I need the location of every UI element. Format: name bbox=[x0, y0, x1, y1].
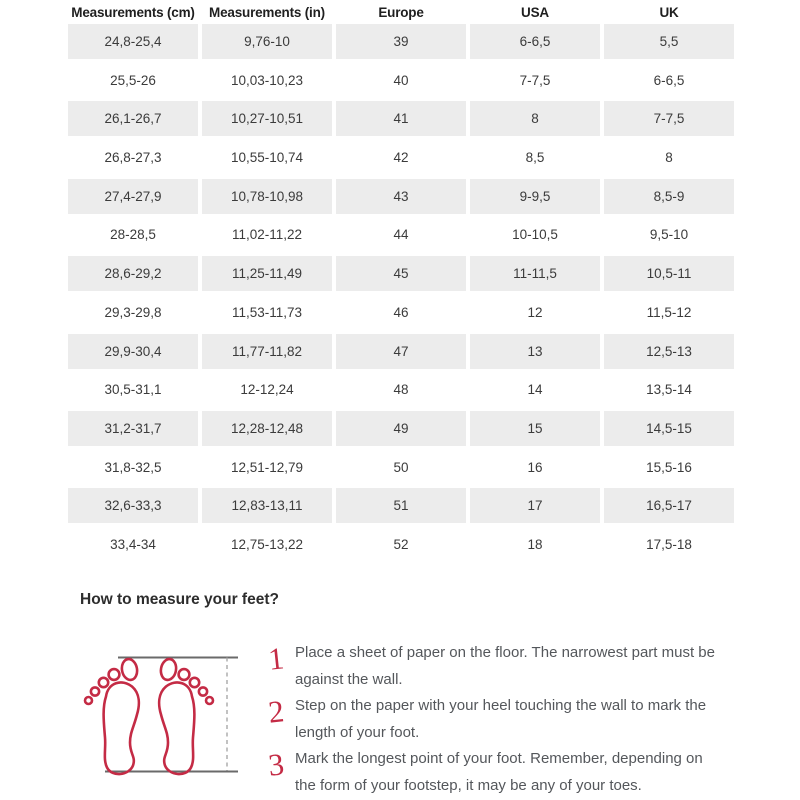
cell-usa: 11-11,5 bbox=[470, 256, 600, 291]
cell-measurements-cm: 32,6-33,3 bbox=[68, 488, 198, 523]
step-number: 1 bbox=[266, 640, 286, 677]
cell-uk: 11,5-12 bbox=[604, 295, 734, 330]
right-footprint bbox=[159, 658, 213, 774]
cell-europe: 50 bbox=[336, 450, 466, 485]
table-row bbox=[64, 334, 738, 369]
cell-measurements-in: 11,02-11,22 bbox=[202, 217, 332, 252]
cell-europe: 44 bbox=[336, 217, 466, 252]
cell-measurements-cm: 28-28,5 bbox=[68, 217, 198, 252]
left-footprint bbox=[85, 658, 139, 774]
cell-uk: 6-6,5 bbox=[604, 63, 734, 98]
table-row bbox=[64, 217, 738, 252]
size-conversion-table bbox=[64, 0, 738, 566]
cell-measurements-in: 10,03-10,23 bbox=[202, 63, 332, 98]
cell-europe: 48 bbox=[336, 372, 466, 407]
cell-measurements-in: 12,75-13,22 bbox=[202, 527, 332, 562]
cell-measurements-cm: 26,1-26,7 bbox=[68, 101, 198, 136]
cell-measurements-cm: 28,6-29,2 bbox=[68, 256, 198, 291]
header-usa: USA bbox=[521, 4, 549, 20]
cell-measurements-cm: 26,8-27,3 bbox=[68, 140, 198, 175]
cell-measurements-cm: 24,8-25,4 bbox=[68, 24, 198, 59]
table-row bbox=[64, 450, 738, 485]
table-row bbox=[64, 140, 738, 175]
step-text: Step on the paper with your heel touching the wall to mark the length of your foot. bbox=[295, 697, 707, 741]
measure-section-title: How to measure your feet? bbox=[80, 591, 279, 608]
cell-uk: 13,5-14 bbox=[604, 372, 734, 407]
table-row bbox=[64, 101, 738, 136]
cell-usa: 16 bbox=[470, 450, 600, 485]
cell-europe: 39 bbox=[336, 24, 466, 59]
cell-measurements-cm: 31,2-31,7 bbox=[68, 411, 198, 446]
header-uk: UK bbox=[659, 4, 679, 20]
table-header-row bbox=[64, 0, 738, 24]
step-number: 2 bbox=[266, 693, 286, 730]
cell-measurements-in: 11,25-11,49 bbox=[202, 256, 332, 291]
table-row bbox=[64, 527, 738, 562]
cell-measurements-cm: 31,8-32,5 bbox=[68, 450, 198, 485]
table-row bbox=[64, 256, 738, 291]
cell-usa: 7-7,5 bbox=[470, 63, 600, 98]
cell-usa: 10-10,5 bbox=[470, 217, 600, 252]
measure-step bbox=[258, 693, 740, 746]
cell-measurements-in: 12,51-12,79 bbox=[202, 450, 332, 485]
cell-usa: 9-9,5 bbox=[470, 179, 600, 214]
cell-measurements-in: 11,77-11,82 bbox=[202, 334, 332, 369]
cell-uk: 17,5-18 bbox=[604, 527, 734, 562]
cell-measurements-cm: 33,4-34 bbox=[68, 527, 198, 562]
cell-uk: 8,5-9 bbox=[604, 179, 734, 214]
cell-measurements-cm: 25,5-26 bbox=[68, 63, 198, 98]
cell-uk: 5,5 bbox=[604, 24, 734, 59]
step-text: Mark the longest point of your foot. Remember, depending on the form of your footstep, it may be any of your toes. bbox=[295, 750, 703, 794]
header-measurements-cm: Measurements (cm) bbox=[71, 4, 195, 20]
header-measurements-in: Measurements (in) bbox=[209, 4, 325, 20]
cell-usa: 8,5 bbox=[470, 140, 600, 175]
cell-measurements-in: 10,78-10,98 bbox=[202, 179, 332, 214]
cell-europe: 45 bbox=[336, 256, 466, 291]
cell-europe: 42 bbox=[336, 140, 466, 175]
cell-measurements-in: 9,76-10 bbox=[202, 24, 332, 59]
cell-measurements-in: 12,83-13,11 bbox=[202, 488, 332, 523]
cell-uk: 16,5-17 bbox=[604, 488, 734, 523]
cell-europe: 47 bbox=[336, 334, 466, 369]
cell-europe: 40 bbox=[336, 63, 466, 98]
table-row bbox=[64, 295, 738, 330]
measure-step bbox=[258, 640, 740, 693]
cell-europe: 51 bbox=[336, 488, 466, 523]
cell-europe: 52 bbox=[336, 527, 466, 562]
cell-usa: 17 bbox=[470, 488, 600, 523]
measure-steps bbox=[258, 640, 740, 799]
table-row bbox=[64, 372, 738, 407]
table-row bbox=[64, 488, 738, 523]
cell-usa: 8 bbox=[470, 101, 600, 136]
cell-uk: 10,5-11 bbox=[604, 256, 734, 291]
cell-uk: 7-7,5 bbox=[604, 101, 734, 136]
cell-measurements-in: 11,53-11,73 bbox=[202, 295, 332, 330]
cell-usa: 6-6,5 bbox=[470, 24, 600, 59]
cell-europe: 46 bbox=[336, 295, 466, 330]
table-body bbox=[64, 24, 738, 562]
cell-measurements-in: 10,55-10,74 bbox=[202, 140, 332, 175]
cell-uk: 14,5-15 bbox=[604, 411, 734, 446]
cell-measurements-cm: 27,4-27,9 bbox=[68, 179, 198, 214]
cell-usa: 14 bbox=[470, 372, 600, 407]
cell-europe: 43 bbox=[336, 179, 466, 214]
table-row bbox=[64, 24, 738, 59]
cell-usa: 12 bbox=[470, 295, 600, 330]
header-europe: Europe bbox=[378, 4, 424, 20]
cell-uk: 12,5-13 bbox=[604, 334, 734, 369]
cell-usa: 18 bbox=[470, 527, 600, 562]
cell-measurements-cm: 30,5-31,1 bbox=[68, 372, 198, 407]
cell-measurements-in: 10,27-10,51 bbox=[202, 101, 332, 136]
cell-usa: 13 bbox=[470, 334, 600, 369]
footprints-measure-icon bbox=[70, 636, 250, 796]
cell-measurements-cm: 29,3-29,8 bbox=[68, 295, 198, 330]
cell-measurements-in: 12-12,24 bbox=[202, 372, 332, 407]
cell-uk: 15,5-16 bbox=[604, 450, 734, 485]
cell-measurements-in: 12,28-12,48 bbox=[202, 411, 332, 446]
cell-europe: 49 bbox=[336, 411, 466, 446]
step-text: Place a sheet of paper on the floor. The narrowest part must be against the wall. bbox=[295, 644, 715, 688]
table-row bbox=[64, 63, 738, 98]
cell-uk: 9,5-10 bbox=[604, 217, 734, 252]
table-row bbox=[64, 179, 738, 214]
cell-usa: 15 bbox=[470, 411, 600, 446]
table-row bbox=[64, 411, 738, 446]
cell-uk: 8 bbox=[604, 140, 734, 175]
cell-measurements-cm: 29,9-30,4 bbox=[68, 334, 198, 369]
cell-europe: 41 bbox=[336, 101, 466, 136]
measure-step bbox=[258, 746, 740, 799]
step-number: 3 bbox=[266, 746, 286, 783]
